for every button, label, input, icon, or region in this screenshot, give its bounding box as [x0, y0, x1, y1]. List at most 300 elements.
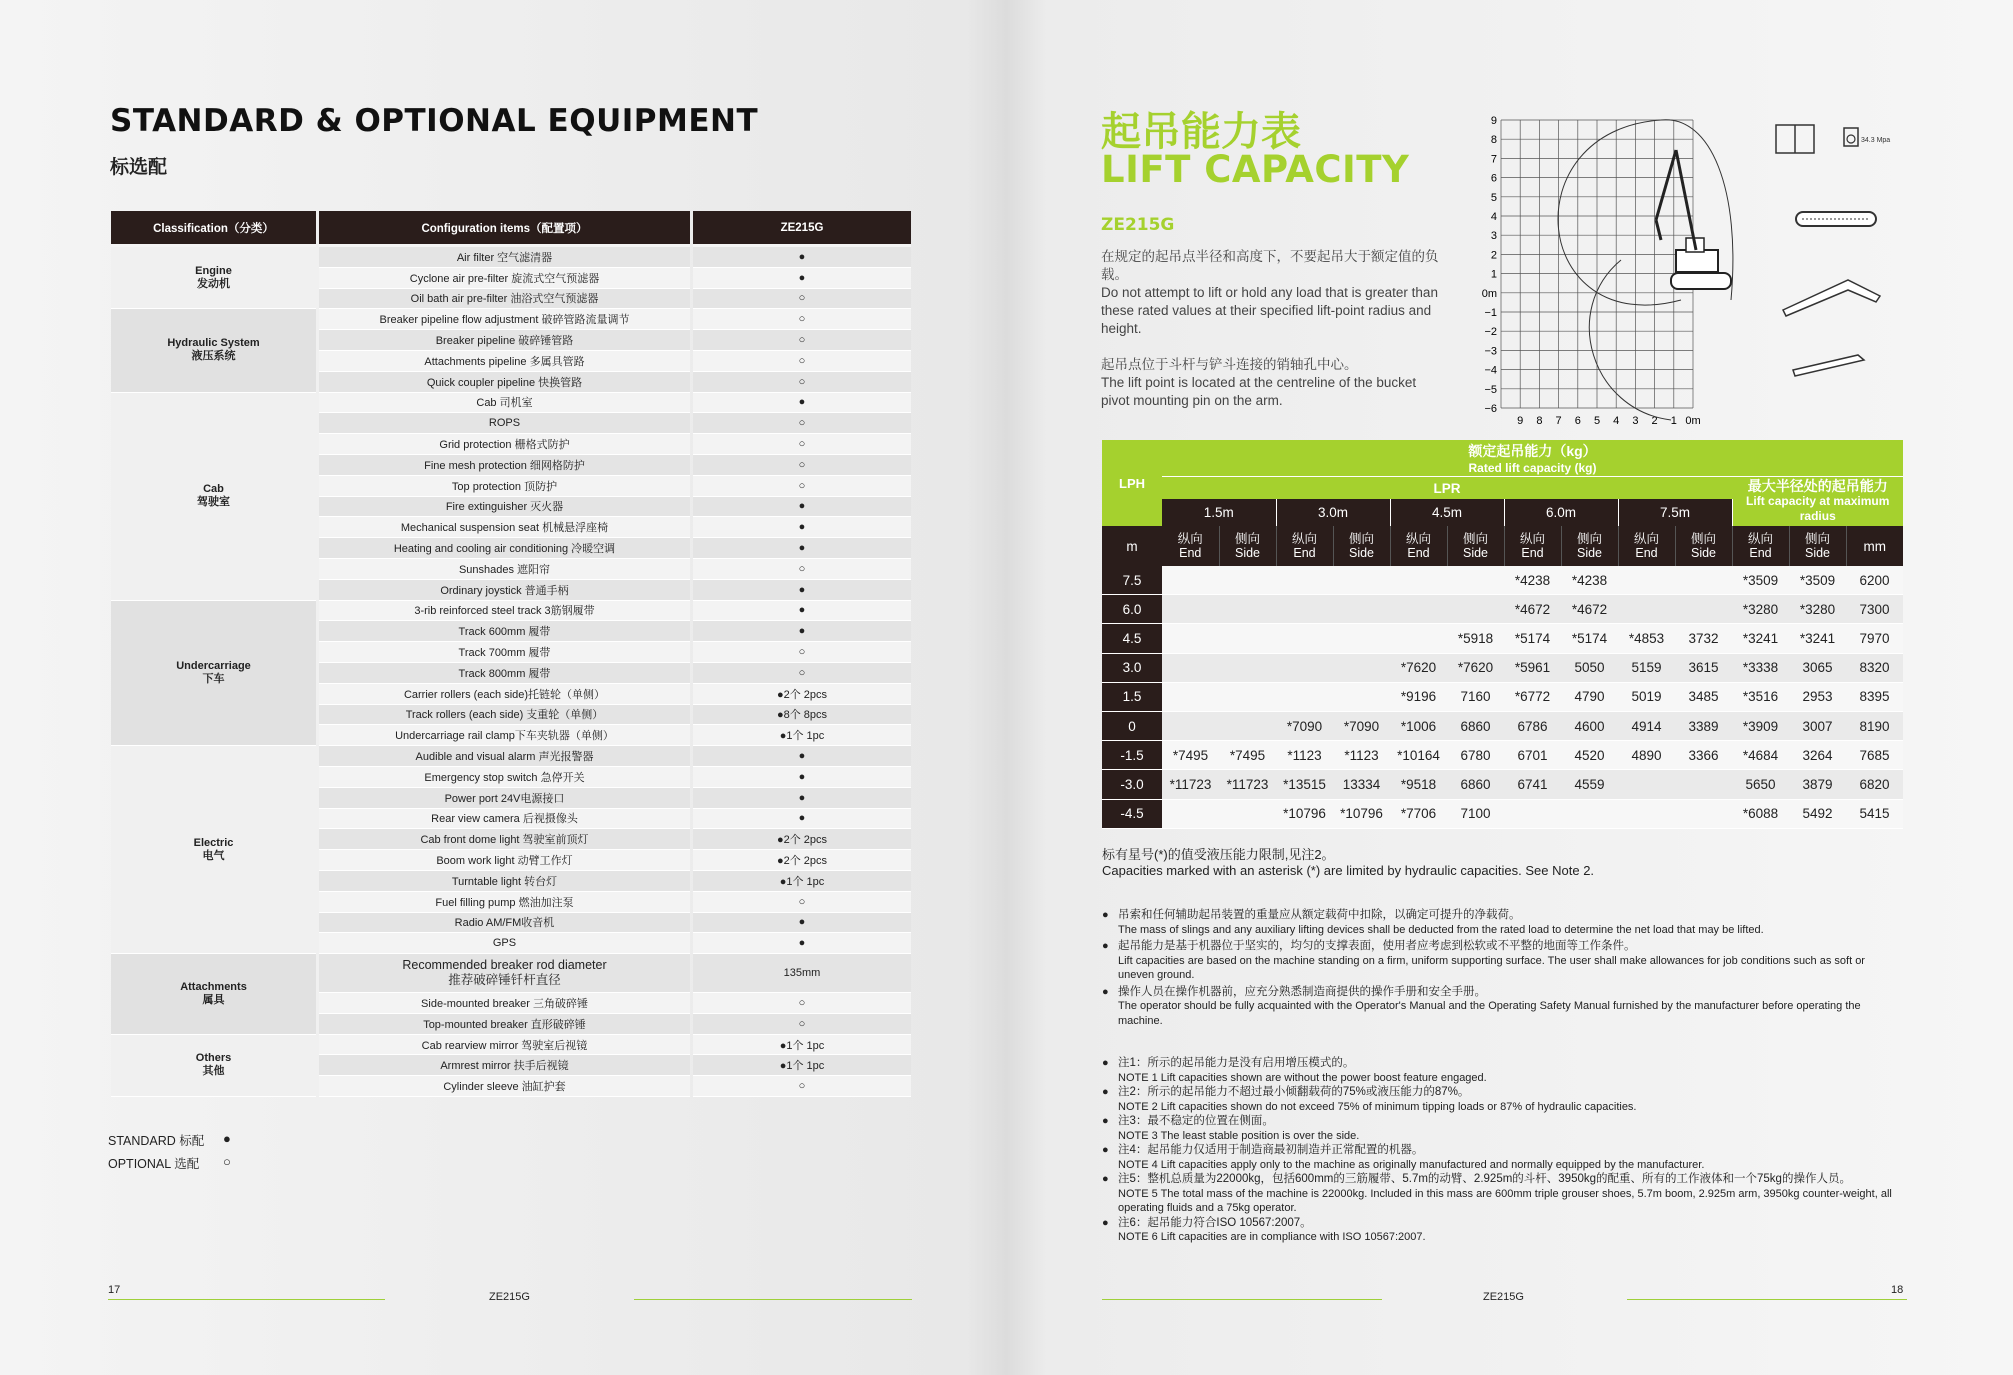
- x-tick-label: 8: [1536, 415, 1543, 427]
- lift-capacity-table: [1102, 440, 1903, 829]
- equipment-status: ●: [693, 809, 911, 830]
- classification-cn: 发动机: [197, 277, 230, 290]
- equipment-status: ●: [693, 393, 911, 414]
- capacity-cell: *3280: [1789, 595, 1846, 624]
- legend-symbol: ●: [223, 1131, 231, 1146]
- capacity-cell: [1276, 682, 1333, 711]
- asterisk-note-en: Capacities marked with an asterisk (*) are limited by hydraulic capacities. See Note 2.: [1102, 863, 1595, 878]
- page-title: STANDARD & OPTIONAL EQUIPMENT: [110, 103, 759, 139]
- y-tick-label: 5: [1490, 191, 1497, 204]
- capacity-cell: *1123: [1333, 741, 1390, 770]
- capacity-cell: *5174: [1561, 624, 1618, 653]
- classification-en: Electric: [193, 836, 234, 849]
- y-tick-label: 9: [1490, 115, 1497, 127]
- note-cn: 注6：起吊能力符合ISO 10567:2007。: [1118, 1216, 1312, 1229]
- capacity-cell: 3264: [1789, 741, 1846, 770]
- capacity-cell: *11723: [1219, 770, 1276, 799]
- lift-header-row-1: [1102, 440, 1903, 477]
- capacity-cell: 7100: [1447, 799, 1504, 828]
- configuration-item: Breaker pipeline flow adjustment 破碎管路流量调节: [319, 309, 690, 330]
- capacity-cell: *7090: [1276, 711, 1333, 740]
- rated-en: Rated lift capacity (kg): [1468, 461, 1597, 475]
- equipment-table: [108, 211, 914, 1097]
- capacity-cell: *10164: [1390, 741, 1447, 770]
- side-header: [1333, 526, 1390, 566]
- side-header-en: Side: [1462, 546, 1489, 560]
- capacity-cell: *4672: [1504, 595, 1561, 624]
- configuration-item: Side-mounted breaker 三角破碎锤: [319, 993, 690, 1014]
- capacity-cell: [1276, 595, 1333, 624]
- table-row: [111, 247, 911, 268]
- bullet-icon: ●: [1102, 1173, 1109, 1185]
- y-tick-label: 8: [1490, 134, 1497, 147]
- classification-cn: 驾驶室: [197, 496, 230, 509]
- note-en: NOTE 1 Lift capacities shown are without the power boost feature engaged.: [1118, 1071, 1487, 1084]
- capacity-cell: 4520: [1561, 741, 1618, 770]
- classification-en: Attachments: [180, 980, 247, 993]
- lift-table-body: [1102, 566, 1903, 828]
- end-header: [1390, 526, 1447, 566]
- note-en: NOTE 2 Lift capacities shown do not exceed 75% of minimum tipping loads or 87% of hydraulic capacities.: [1118, 1100, 1637, 1113]
- end-header-cn: 纵向: [1747, 532, 1773, 546]
- end-header-cn: 纵向: [1405, 532, 1431, 546]
- capacity-cell: 6741: [1504, 770, 1561, 799]
- side-header-cn: 侧向: [1804, 532, 1830, 546]
- configuration-item: 3-rib reinforced steel track 3筋钢履带: [319, 601, 690, 622]
- capacity-cell: [1219, 624, 1276, 653]
- capacity-cell: [1618, 770, 1675, 799]
- capacity-cell: [1333, 682, 1390, 711]
- capacity-cell: *4853: [1618, 624, 1675, 653]
- configuration-item: Fire extinguisher 灭火器: [319, 497, 690, 518]
- radius-header: 6.0m: [1504, 499, 1618, 526]
- equipment-status: ●: [693, 788, 911, 809]
- capacity-cell: [1276, 624, 1333, 653]
- end-header-en: End: [1635, 546, 1658, 560]
- equipment-status: ●8个 8pcs: [693, 705, 911, 726]
- configuration-item: Cab rearview mirror 驾驶室后视镜: [319, 1035, 690, 1056]
- configuration-item: Carrier rollers (each side)托链轮（单侧）: [319, 684, 690, 705]
- capacity-cell: [1162, 711, 1219, 740]
- configuration-item: Power port 24V电源接口: [319, 788, 690, 809]
- footer-rule: [1102, 1299, 1382, 1300]
- table-row: [111, 746, 911, 767]
- table-row: [1102, 624, 1903, 653]
- lift-title-en: LIFT CAPACITY: [1101, 148, 1410, 191]
- equipment-status: ●1个 1pc: [693, 1055, 911, 1076]
- asterisk-note: [1102, 847, 1902, 879]
- capacity-cell: [1618, 566, 1675, 595]
- note-item: [1102, 939, 1902, 983]
- capacity-cell: [1390, 566, 1447, 595]
- note-cn: 注5：整机总质量为22000kg，包括600mm的三筋履带、5.7m的动臂、2.925m的斗杆、3950kg的配重、所有的工作液体和一个75kg的操作人员。: [1118, 1173, 1851, 1185]
- table-row: [1102, 711, 1903, 740]
- capacity-cell: 5650: [1732, 770, 1789, 799]
- end-header-cn: 纵向: [1633, 532, 1659, 546]
- note-item: [1102, 1172, 1902, 1216]
- capacity-cell: *3516: [1732, 682, 1789, 711]
- radius-header: 1.5m: [1162, 499, 1276, 526]
- capacity-cell: 4600: [1561, 711, 1618, 740]
- capacity-cell: [1333, 595, 1390, 624]
- capacity-cell: [1675, 566, 1732, 595]
- table-row: [111, 954, 911, 993]
- capacity-cell: [1504, 799, 1561, 828]
- asterisk-note-cn: 标有星号(*)的值受液压能力限制,见注2。: [1102, 847, 1335, 862]
- intro-paragraph-1: [1101, 248, 1441, 338]
- configuration-item: Top-mounted breaker 直形破碎锤: [319, 1014, 690, 1035]
- capacity-cell: 8320: [1846, 653, 1903, 682]
- capacity-cell: 6780: [1447, 741, 1504, 770]
- table-row: [111, 601, 911, 622]
- configuration-item: Air filter 空气滤清器: [319, 247, 690, 268]
- capacity-cell: *10796: [1333, 799, 1390, 828]
- model-label: ZE215G: [1101, 215, 1175, 235]
- equipment-status: ●1个 1pc: [693, 871, 911, 892]
- end-header-en: End: [1179, 546, 1202, 560]
- capacity-cell: [1333, 566, 1390, 595]
- capacity-cell: *3280: [1732, 595, 1789, 624]
- equipment-status: ○: [693, 993, 911, 1014]
- numbered-notes: [1102, 1056, 1902, 1245]
- equipment-status: ●: [693, 746, 911, 767]
- lpr-header: LPR: [1162, 477, 1732, 500]
- configuration-item: Rear view camera 后视摄像头: [319, 809, 690, 830]
- side-header-cn: 侧向: [1234, 532, 1260, 546]
- capacity-cell: [1219, 566, 1276, 595]
- capacity-cell: *7090: [1333, 711, 1390, 740]
- configuration-item: Turntable light 转台灯: [319, 871, 690, 892]
- capacity-cell: 8395: [1846, 682, 1903, 711]
- bullet-icon: ●: [1102, 909, 1109, 921]
- capacity-cell: [1219, 799, 1276, 828]
- capacity-cell: [1162, 624, 1219, 653]
- radius-header: 3.0m: [1276, 499, 1390, 526]
- side-header-cn: 侧向: [1462, 532, 1488, 546]
- capacity-cell: 3007: [1789, 711, 1846, 740]
- classification-en: Others: [195, 1052, 232, 1065]
- x-tick-label: 7: [1555, 415, 1562, 427]
- capacity-cell: *4684: [1732, 741, 1789, 770]
- side-header-en: Side: [1804, 546, 1831, 560]
- configuration-item: Grid protection 栅格式防护: [319, 434, 690, 455]
- equipment-status: ○: [693, 289, 911, 310]
- left-page: [0, 0, 1006, 1375]
- diagram-y-ticks: [1482, 115, 1497, 415]
- end-header: [1732, 526, 1789, 566]
- note-en: The operator should be fully acquainted with the Operator's Manual and the Operating Safety Manual furnished by the manufacturer before operating the machine.: [1118, 1000, 1861, 1027]
- note-cn: 注1：所示的起吊能力是没有启用增压模式的。: [1118, 1057, 1355, 1069]
- note-cn: 操作人员在操作机器前，应充分熟悉制造商提供的操作手册和安全手册。: [1118, 985, 1486, 998]
- end-header-cn: 纵向: [1291, 532, 1317, 546]
- capacity-cell: [1276, 653, 1333, 682]
- equipment-status: ●: [693, 247, 911, 268]
- note-en: NOTE 3 The least stable position is over the side.: [1118, 1129, 1360, 1142]
- configuration-item: Boom work light 动臂工作灯: [319, 850, 690, 871]
- equipment-status: ○: [693, 372, 911, 393]
- configuration-item: Quick coupler pipeline 快换管路: [319, 372, 690, 393]
- capacity-cell: 3366: [1675, 741, 1732, 770]
- equipment-status: ●: [693, 497, 911, 518]
- footer-model: ZE215G: [1483, 1291, 1524, 1303]
- bullet-icon: ●: [1102, 1144, 1109, 1156]
- x-tick-label: 0m: [1685, 415, 1701, 427]
- lift-height-cell: 3.0: [1102, 653, 1162, 682]
- height-unit-header: m: [1102, 526, 1162, 566]
- lift-height-cell: 4.5: [1102, 624, 1162, 653]
- lift-height-cell: 7.5: [1102, 566, 1162, 595]
- y-tick-label: 1: [1490, 268, 1497, 281]
- max-radius-cn: 最大半径处的起吊能力: [1747, 478, 1888, 494]
- lift-title-cn: 起吊能力表: [1101, 110, 1301, 154]
- note-cn: 注3：最不稳定的位置在侧面。: [1118, 1115, 1274, 1127]
- intro-paragraph-2: [1101, 356, 1441, 410]
- capacity-cell: [1219, 653, 1276, 682]
- equipment-status: 135mm: [693, 954, 911, 993]
- capacity-cell: 6786: [1504, 711, 1561, 740]
- x-tick-label: 3: [1632, 415, 1639, 427]
- end-side-header-row: [1102, 526, 1903, 566]
- side-header-cn: 侧向: [1348, 532, 1374, 546]
- configuration-item: GPS: [319, 933, 690, 954]
- classification-cn: 液压系统: [191, 350, 236, 363]
- equipment-status: ○: [693, 892, 911, 913]
- configuration-item: Track 700mm 履带: [319, 642, 690, 663]
- capacity-cell: 4559: [1561, 770, 1618, 799]
- capacity-cell: [1675, 595, 1732, 624]
- classification-cell: [111, 247, 316, 309]
- y-tick-label: 4: [1490, 211, 1497, 223]
- legend-symbol: ○: [223, 1154, 231, 1169]
- side-header-en: Side: [1576, 546, 1603, 560]
- end-header: [1618, 526, 1675, 566]
- configuration-item: Heating and cooling air conditioning 冷暖空调: [319, 538, 690, 559]
- capacity-cell: 3065: [1789, 653, 1846, 682]
- x-tick-label: 9: [1517, 415, 1524, 427]
- capacity-cell: 4914: [1618, 711, 1675, 740]
- lift-height-cell: 1.5: [1102, 682, 1162, 711]
- classification-cn: 电气: [202, 849, 225, 862]
- configuration-item: Track 800mm 履带: [319, 663, 690, 684]
- equipment-status: ●: [693, 517, 911, 538]
- classification-cell: [111, 601, 316, 747]
- side-header-en: Side: [1234, 546, 1261, 560]
- capacity-cell: [1162, 799, 1219, 828]
- x-tick-label: 1: [1670, 415, 1677, 427]
- note-item: [1102, 908, 1902, 937]
- configuration-item: Audible and visual alarm 声光报警器: [319, 746, 690, 767]
- footer-rule: [108, 1299, 385, 1300]
- note-cn: 注4：起吊能力仅适用于制造商最初制造并正常配置的机器。: [1118, 1144, 1424, 1156]
- lift-height-cell: 6.0: [1102, 595, 1162, 624]
- equipment-status: ●2个 2pcs: [693, 684, 911, 705]
- capacity-cell: 3615: [1675, 653, 1732, 682]
- classification-cell: [111, 309, 316, 392]
- equipment-status: ○: [693, 1014, 911, 1035]
- configuration-item: Undercarriage rail clamp下车夹轨器（单侧）: [319, 725, 690, 746]
- capacity-cell: 3732: [1675, 624, 1732, 653]
- dig-envelope-outline: [1589, 260, 1671, 420]
- lift-header-row-2: [1102, 477, 1903, 500]
- header-configuration: Configuration items（配置项）: [319, 211, 690, 247]
- equipment-status: ●: [693, 621, 911, 642]
- capacity-cell: [1390, 624, 1447, 653]
- note-cn: 注2：所示的起吊能力不超过最小倾翻载荷的75%或液压能力的87%。: [1118, 1086, 1470, 1098]
- end-header: [1276, 526, 1333, 566]
- side-header: [1447, 526, 1504, 566]
- note-en: The mass of slings and any auxiliary lifting devices shall be deducted from the rated load to determine the net load that may be lifted.: [1118, 923, 1764, 936]
- bullet-icon: ●: [1102, 985, 1109, 998]
- table-row: [111, 309, 911, 330]
- table-row: [1102, 741, 1903, 770]
- legend-standard: [108, 1131, 231, 1149]
- capacity-cell: *9518: [1390, 770, 1447, 799]
- capacity-cell: [1675, 799, 1732, 828]
- capacity-cell: 4890: [1618, 741, 1675, 770]
- equipment-status: ●: [693, 580, 911, 601]
- configuration-item: Radio AM/FM收音机: [319, 913, 690, 934]
- manual-icon: [1776, 125, 1814, 153]
- y-tick-label: −3: [1484, 345, 1497, 358]
- note-cn: 起吊能力是基于机器位于坚实的，均匀的支撑表面，使用者应考虑到松软或不平整的地面等工作条件。: [1118, 940, 1636, 952]
- capacity-cell: 8190: [1846, 711, 1903, 740]
- capacity-cell: [1390, 595, 1447, 624]
- lift-height-cell: -1.5: [1102, 741, 1162, 770]
- capacity-cell: [1219, 682, 1276, 711]
- capacity-cell: 7300: [1846, 595, 1903, 624]
- lift-height-cell: -3.0: [1102, 770, 1162, 799]
- capacity-cell: *5174: [1504, 624, 1561, 653]
- equipment-status: ●: [693, 538, 911, 559]
- capacity-cell: [1561, 799, 1618, 828]
- y-tick-label: −1: [1484, 307, 1497, 319]
- x-tick-label: 5: [1593, 415, 1601, 427]
- page-number: 17: [108, 1284, 121, 1296]
- intro-2-cn: 起吊点位于斗杆与铲斗连接的销轴孔中心。: [1101, 357, 1358, 372]
- end-header-cn: 纵向: [1519, 532, 1545, 546]
- capacity-cell: [1333, 653, 1390, 682]
- classification-en: Engine: [195, 264, 232, 277]
- table-row: [1102, 595, 1903, 624]
- legend-optional: [108, 1154, 231, 1172]
- note-item: [1102, 1143, 1902, 1172]
- configuration-item: Track rollers (each side) 支重轮（单侧）: [319, 705, 690, 726]
- side-header: [1789, 526, 1846, 566]
- capacity-cell: [1675, 770, 1732, 799]
- classification-cell: [111, 954, 316, 1035]
- configuration-item: Emergency stop switch 急停开关: [319, 767, 690, 788]
- side-header: [1675, 526, 1732, 566]
- configuration-item: Ordinary joystick 普通手柄: [319, 580, 690, 601]
- bullet-icon: ●: [1102, 1115, 1109, 1127]
- note-en: NOTE 4 Lift capacities apply only to the machine as originally manufactured and normally equipped by the manufacturer.: [1118, 1158, 1705, 1171]
- capacity-cell: 6701: [1504, 741, 1561, 770]
- capacity-cell: *4238: [1504, 566, 1561, 595]
- capacity-cell: [1162, 653, 1219, 682]
- capacity-cell: *1006: [1390, 711, 1447, 740]
- y-tick-label: −4: [1484, 364, 1497, 377]
- capacity-cell: *7620: [1390, 653, 1447, 682]
- configuration-item: Cab 司机室: [319, 393, 690, 414]
- capacity-cell: *10796: [1276, 799, 1333, 828]
- track-icon: [1796, 212, 1876, 226]
- capacity-cell: [1333, 624, 1390, 653]
- capacity-cell: 5019: [1618, 682, 1675, 711]
- capacity-cell: *7495: [1219, 741, 1276, 770]
- capacity-cell: 3879: [1789, 770, 1846, 799]
- lift-height-cell: -4.5: [1102, 799, 1162, 828]
- equipment-status: ●2个 2pcs: [693, 829, 911, 850]
- table-row: [111, 1035, 911, 1056]
- capacity-cell: *4238: [1561, 566, 1618, 595]
- capacity-cell: [1618, 799, 1675, 828]
- end-header-en: End: [1293, 546, 1316, 560]
- x-tick-label: 2: [1651, 415, 1658, 427]
- y-tick-label: 6: [1490, 172, 1497, 185]
- radius-header: 7.5m: [1618, 499, 1732, 526]
- note-item: [1102, 1056, 1902, 1085]
- intro-1-en: Do not attempt to lift or hold any load that is greater than these rated values at their specified lift-point radius and height.: [1101, 285, 1438, 336]
- y-tick-label: 0m: [1481, 287, 1497, 300]
- x-tick-label: 6: [1574, 415, 1581, 427]
- note-item: [1102, 1085, 1902, 1114]
- footer-model: ZE215G: [489, 1291, 530, 1303]
- rated-cn: 额定起吊能力（kg）: [1468, 443, 1597, 459]
- equipment-status: ●2个 2pcs: [693, 850, 911, 871]
- equipment-table-body: [111, 247, 911, 1097]
- right-page: [1006, 0, 2013, 1375]
- table-row: [1102, 682, 1903, 711]
- equipment-status: ○: [693, 1076, 911, 1097]
- end-header-en: End: [1407, 546, 1430, 560]
- intro-2-en: The lift point is located at the centreline of the bucket pivot mounting pin on the arm.: [1101, 375, 1417, 408]
- equipment-status: ○: [693, 434, 911, 455]
- pressure-icon: [1844, 128, 1890, 146]
- configuration-item: Fine mesh protection 细网格防护: [319, 455, 690, 476]
- capacity-cell: *5918: [1447, 624, 1504, 653]
- note-item: [1102, 985, 1902, 1029]
- classification-cell: [111, 1035, 316, 1097]
- capacity-cell: *9196: [1390, 682, 1447, 711]
- capacity-cell: 5050: [1561, 653, 1618, 682]
- equipment-status: ●1个 1pc: [693, 1035, 911, 1056]
- y-tick-label: 3: [1490, 230, 1497, 243]
- configuration-item: Sunshades 遮阳帘: [319, 559, 690, 580]
- capacity-cell: *7706: [1390, 799, 1447, 828]
- configuration-item: Attachments pipeline 多属具管路: [319, 351, 690, 372]
- intro-1-cn: 在规定的起吊点半径和高度下，不要起吊大于额定值的负载。: [1101, 249, 1439, 282]
- machine-config-icons: [1768, 120, 1918, 380]
- capacity-cell: [1162, 566, 1219, 595]
- configuration-item: Armrest mirror 扶手后视镜: [319, 1055, 690, 1076]
- classification-cn: 下车: [202, 672, 225, 685]
- capacity-cell: 4790: [1561, 682, 1618, 711]
- capacity-cell: *3509: [1732, 566, 1789, 595]
- capacity-cell: *3241: [1732, 624, 1789, 653]
- capacity-cell: 5415: [1846, 799, 1903, 828]
- capacity-cell: *3338: [1732, 653, 1789, 682]
- table-row: [1102, 566, 1903, 595]
- capacity-cell: 2953: [1789, 682, 1846, 711]
- capacity-cell: *6088: [1732, 799, 1789, 828]
- capacity-cell: *3509: [1789, 566, 1846, 595]
- capacity-cell: 6860: [1447, 711, 1504, 740]
- capacity-cell: 5159: [1618, 653, 1675, 682]
- svg-text:34.3 Mpa: 34.3 Mpa: [1861, 137, 1891, 144]
- side-header-cn: 侧向: [1690, 532, 1716, 546]
- side-header-en: Side: [1690, 546, 1717, 560]
- arm-icon: [1793, 355, 1864, 376]
